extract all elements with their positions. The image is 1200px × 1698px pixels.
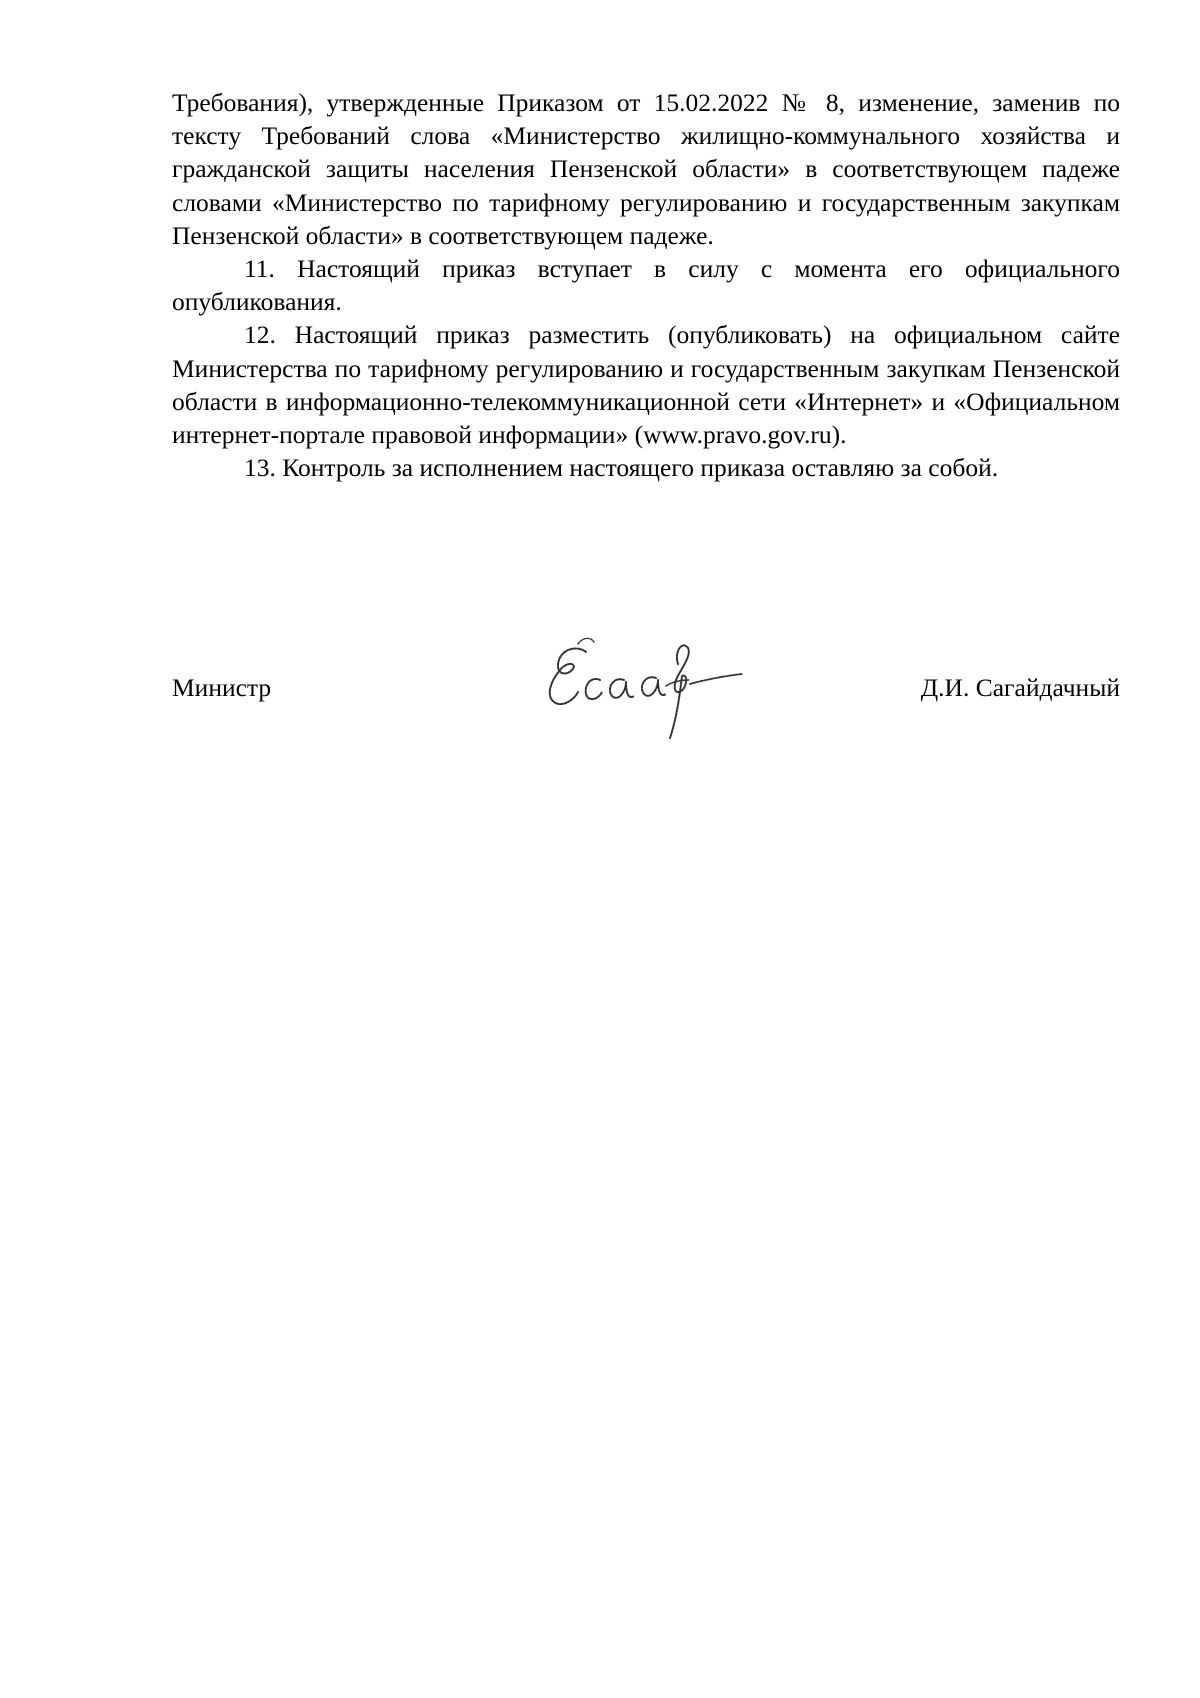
signature-block bbox=[172, 630, 1120, 750]
signatory-name: Д.И. Сагайдачный bbox=[920, 673, 1120, 702]
document-body bbox=[172, 86, 1120, 484]
handwritten-signature bbox=[528, 630, 768, 750]
paragraph-item-12: 12. Настоящий приказ разместить (опубликовать) на официальном сайте Министерства по тарифному регулированию и государственным закупкам Пензенской области в информационно-телекоммуникационной сети «Интернет» и «Официальном интернет-портале правовой информации» (www.pravo.gov.ru). bbox=[172, 320, 1120, 450]
paragraph-continuation: Требования), утвержденные Приказом от 15.02.2022 № 8, изменение, заменив по тексту Требований слова «Министерство жилищно-коммунального хозяйства и гражданской защиты населения Пензенской области» в соответствующем падеже словами «Министерство по тарифному регулированию и государственным закупкам Пензенской области» в соответствующем падеже. bbox=[172, 88, 1120, 250]
signatory-position: Министр bbox=[172, 673, 272, 702]
paragraph-item-11: 11. Настоящий приказ вступает в силу с момента его официального опубликования. bbox=[172, 254, 1120, 317]
paragraph-item-13: 13. Контроль за исполнением настоящего приказа оставляю за собой. bbox=[244, 453, 999, 483]
